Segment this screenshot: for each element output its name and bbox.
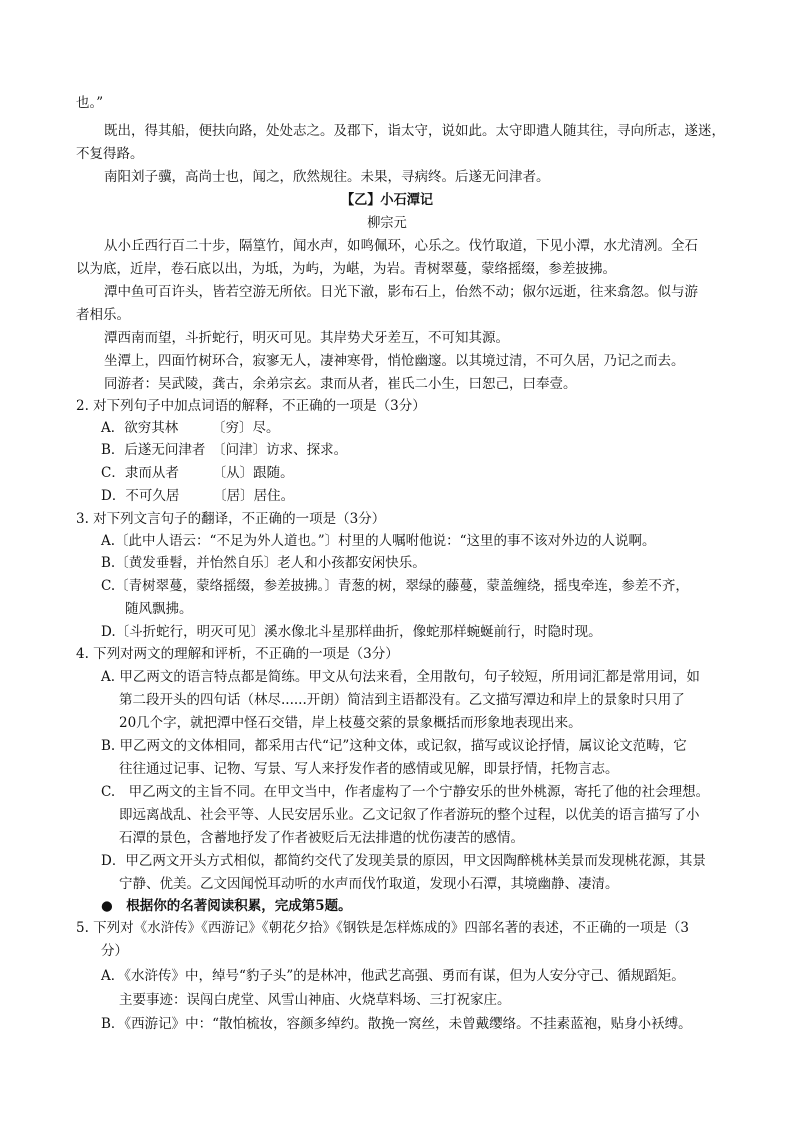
passage-b-author: 柳宗元	[367, 215, 407, 231]
q4-line: 石潭的景色，含蓄地抒发了作者被贬后无法排遣的忧伤凄苦的感情。	[119, 830, 524, 846]
q5-line: B．《西游记》中：“散怕梳妆，容颜多绰约。散挽一窝丝，未曾戴缨络。不挂素蓝袍，贴身小袄缚。	[101, 1016, 692, 1032]
passage-a-line: 也。”	[76, 95, 104, 111]
q2-option: D．不可久居 〔居〕居住。	[101, 488, 295, 504]
q4-line: 即远离战乱、社会平等、人民安居乐业。乙文记叙了作者游玩的整个过程，以优美的语言描写了小	[119, 807, 700, 823]
q3-line: 随风飘拂。	[125, 601, 193, 617]
q3-line: A.〔此中人语云：“不足为外人道也。”〕村里的人嘱咐他说：“这里的事不该对外边的人说啊。	[101, 533, 656, 549]
q2-option: A．欲穷其林 〔穷〕尽。	[101, 420, 280, 436]
q4-line: D．甲乙两文开头方式相似，都简约交代了发现美景的原因，甲文因陶醉桃林美景而发现桃花源，其景	[101, 853, 706, 869]
q4-line: A. 甲乙两文的语言特点都是简练。甲文从句法来看，全用散句，句子较短，所用词汇都是常用词，如	[101, 669, 700, 685]
passage-b-line: 从小丘西行百二十步，隔篁竹，闻水声，如鸣佩环，心乐之。伐竹取道，下见小潭，水尤清冽。全石	[104, 238, 698, 254]
q4-line: C. 甲乙两文的主旨不同。在甲文当中，作者虚构了一个宁静安乐的世外桃源，寄托了他的社会理想。	[101, 784, 710, 800]
passage-b-line: 潭西南而望，斗折蛇行，明灭可见。其岸势犬牙差互，不可知其源。	[104, 330, 509, 346]
q4-line: 第二段开头的四句话（林尽......开朗）简洁到主语都没有。乙文描写潭边和岸上的景象时只用了	[119, 692, 685, 708]
passage-b-line: 以为底，近岸，卷石底以出，为坻，为屿，为嵁，为岩。青树翠蔓，蒙络摇缀，参差披拂。	[76, 261, 616, 277]
passage-b-line: 者相乐。	[76, 307, 130, 323]
passage-a-line: 不复得路。	[76, 146, 144, 162]
q2-option: B．后遂无问津者 〔问津〕访求、探求。	[101, 442, 348, 458]
q3-line: C.〔青树翠蔓，蒙络摇缀，参差披拂。〕青葱的树，翠绿的藤蔓，蒙盖缠绕，摇曳牵连，参差不齐，	[101, 578, 689, 594]
q3-line: B.〔黄发垂髫，并怡然自乐〕老人和小孩都安闲快乐。	[101, 555, 426, 571]
passage-a-line: 南阳刘子骥，高尚士也，闻之，欣然规往。未果，寻病终。后遂无问津者。	[104, 169, 550, 185]
passage-b-title: 【乙】小石潭记	[340, 192, 434, 208]
q4-line: B. 甲乙两文的文体相同，都采用古代“记”这种文体，或记叙，描写或议论抒情，属议论文范畴，它	[101, 738, 687, 754]
passage-a-line: 既出，得其船，便扶向路，处处志之。及郡下，诣太守，说如此。太守即遣人随其往，寻向所志，遂迷，	[104, 123, 725, 139]
q4-line: 往往通过记事、记物、写景、写人来抒发作者的感情或见解，即景抒情，托物言志。	[119, 761, 619, 777]
q4-line: 20几个字，就把潭中怪石交错，岸上枝蔓交萦的景象概括而形象地表现出来。	[119, 715, 582, 731]
passage-b-line: 坐潭上，四面竹树环合，寂寥无人，凄神寒骨，悄怆幽邃。以其境过清，不可久居，乃记之而去。	[104, 353, 685, 369]
q4-stem: 4. 下列对两文的理解和评析，不正确的一项是（3分）	[76, 646, 399, 662]
q4-line: 宁静、优美。乙文因闻悦耳动听的水声而伐竹取道，发现小石潭，其境幽静、凄清。	[119, 876, 619, 892]
q5-stem: 5. 下列对《水浒传》《西游记》《朝花夕拾》《钢铁是怎样炼成的》四部名著的表述，不正确的一项是（3	[76, 920, 690, 936]
q5-line: 主要事迹：误闯白虎堂、风雪山神庙、火烧草料场、三打祝家庄。	[119, 992, 511, 1008]
section-note: ● 根据你的名著阅读积累，完成第5题。	[101, 898, 352, 914]
q3-stem: 3. 对下列文言句子的翻译，不正确的一项是（3分）	[76, 511, 386, 527]
q3-line: D.〔斗折蛇行，明灭可见〕溪水像北斗星那样曲折，像蛇那样蜿蜒前行，时隐时现。	[101, 624, 602, 640]
q5-stem: 分）	[101, 943, 128, 959]
q5-line: A．《水浒传》中，绰号“豹子头”的是林冲，他武艺高强、勇而有谋，但为人安分守己、循规蹈矩。	[101, 968, 685, 984]
q2-option: C．隶而从者 〔从〕跟随。	[101, 465, 294, 481]
q2-stem: 2. 对下列句子中加点词语的解释，不正确的一项是（3分）	[76, 398, 426, 414]
passage-b-line: 潭中鱼可百许头，皆若空游无所依。日光下澈，影布石上，佁然不动；俶尔远逝，往来翕忽。似与游	[104, 284, 698, 300]
passage-b-line: 同游者：吴武陵，龚古，余弟宗玄。隶而从者，崔氏二小生，曰恕己，曰奉壹。	[104, 376, 577, 392]
